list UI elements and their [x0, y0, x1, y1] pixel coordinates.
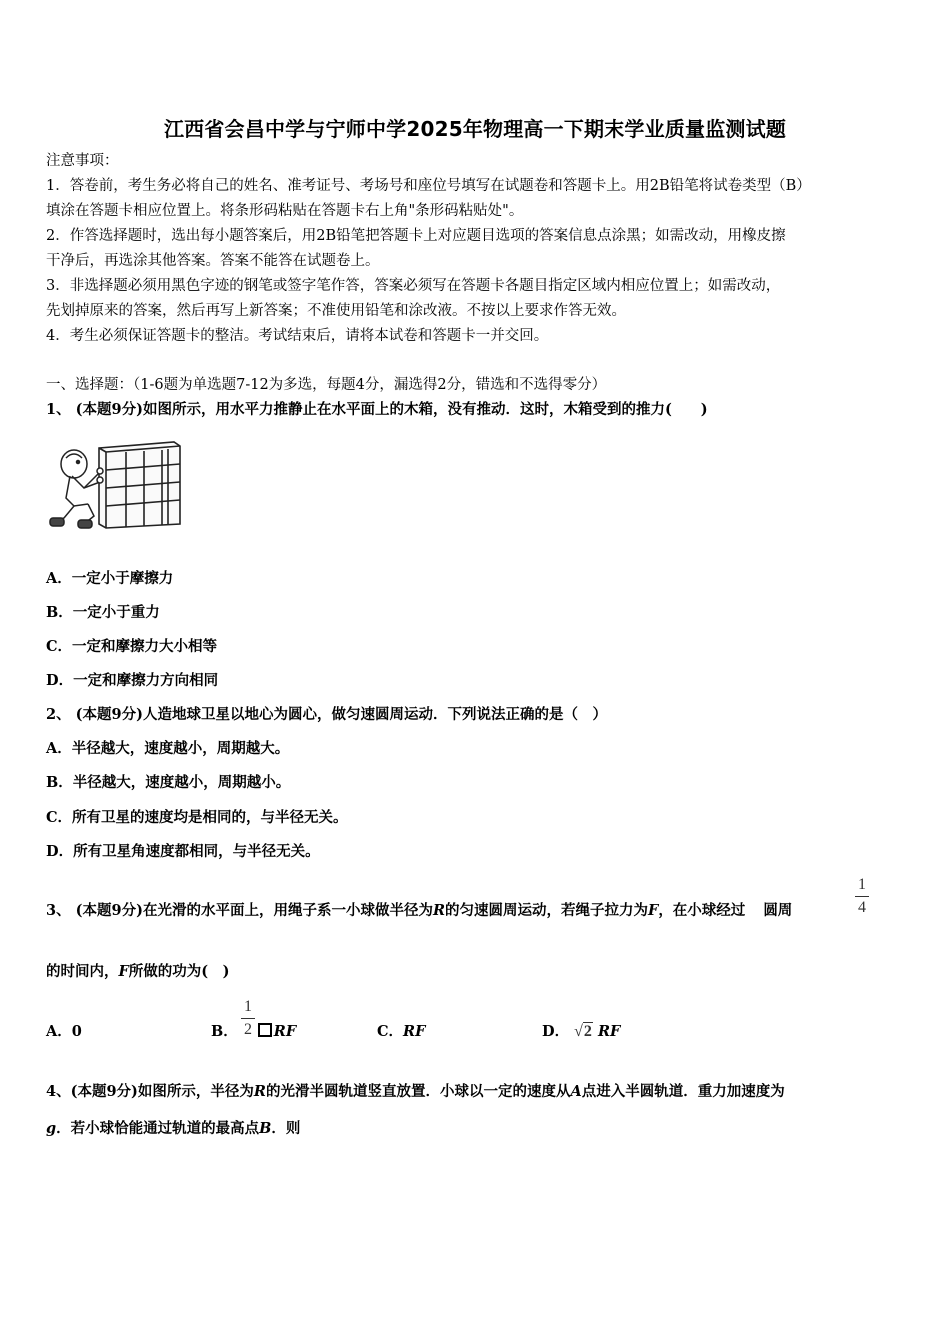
symbol-R: R — [253, 1083, 266, 1100]
question-4-text: 的光滑半圆轨道竖直放置．小球以一定的速度从 — [265, 1083, 571, 1100]
radicand: 2 — [583, 1023, 592, 1040]
notice-line: 3．非选择题必须用黑色字迹的钢笔或签字笔作答，答案必须写在答题卡各题目指定区域内相应位置上；如需改动， — [46, 278, 781, 294]
question-4-stem-continued — [46, 1119, 300, 1139]
question-1-option: B．一定小于重力 — [46, 604, 160, 621]
question-4-text: 4、(本题9分)如图所示，半径为 — [46, 1083, 254, 1100]
notice-line: 2．作答选择题时，选出每小题答案后，用2B铅笔把答题卡上对应题目选项的答案信息点涂黑；如需改动，用橡皮擦 — [46, 228, 786, 244]
notice-line: 干净后，再选涂其他答案。答案不能答在试题卷上。 — [46, 253, 380, 269]
question-3-text: 3、 (本题9分)在光滑的水平面上，用绳子系一小球做半径为 — [46, 902, 433, 919]
page-title: 江西省会昌中学与宁师中学2025年物理高一下期末学业质量监测试题 — [163, 117, 787, 141]
notice-line: 填涂在答题卡相应位置上。将条形码粘贴在答题卡右上角"条形码粘贴处"。 — [46, 203, 524, 219]
option-value: RF — [597, 1023, 621, 1040]
symbol-F: F — [648, 902, 659, 919]
question-2-option: C．所有卫星的速度均是相同的，与半径无关。 — [46, 809, 348, 826]
question-3-text: 的匀速圆周运动，若绳子拉力为 — [445, 902, 649, 919]
question-4-text: ．则 — [271, 1120, 301, 1137]
square-glyph-icon — [258, 1023, 272, 1037]
option-value: RF — [273, 1023, 297, 1040]
question-3-text: ，在小球经过 — [658, 902, 746, 919]
question-3-stem — [46, 901, 792, 921]
option-value: RF — [403, 1023, 426, 1040]
option-label: C． — [377, 1023, 404, 1040]
section-heading: 一、选择题：（1-6题为单选题7-12为多选，每题4分，漏选得2分，错选和不选得零分） — [46, 377, 607, 393]
pushing-box-illustration — [44, 436, 184, 532]
option-label: B． — [211, 1023, 238, 1040]
fraction-denominator: 2 — [244, 1021, 252, 1038]
symbol-R: R — [432, 902, 446, 919]
fraction-one-quarter — [855, 876, 869, 917]
question-3-option-d — [542, 1022, 620, 1042]
notice-line: 先划掉原来的答案，然后再写上新答案；不准使用铅笔和涂改液。不按以上要求作答无效。 — [46, 303, 626, 319]
fraction-one-half — [241, 998, 255, 1039]
option-label: D． — [542, 1023, 570, 1040]
question-3-text: 的时间内， — [46, 963, 119, 980]
question-1-option: D．一定和摩擦力方向相同 — [46, 672, 219, 689]
question-2-option: B．半径越大，速度越小，周期越小。 — [46, 774, 291, 791]
question-3-text: 圆周 — [763, 902, 793, 919]
question-1-option: A．一定小于摩擦力 — [46, 570, 174, 587]
question-2-option: A．半径越大，速度越小，周期越大。 — [46, 740, 290, 757]
question-2-option: D．所有卫星角速度都相同，与半径无关。 — [46, 843, 320, 860]
option-label: A． — [46, 1023, 72, 1040]
fraction-denominator: 4 — [858, 899, 866, 916]
question-1-option: C．一定和摩擦力大小相等 — [46, 638, 218, 655]
square-root: √2 — [574, 1023, 592, 1040]
notice-line: 4．考生必须保证答题卡的整洁。考试结束后，请将本试卷和答题卡一并交回。 — [46, 328, 549, 344]
symbol-A: A — [570, 1083, 582, 1100]
question-1-stem: 1、 (本题9分)如图所示，用水平力推静止在水平面上的木箱，没有推动．这时，木箱受到的推力( ) — [46, 401, 708, 418]
notice-line: 1．答卷前，考生务必将自己的姓名、准考证号、考场号和座位号填写在试题卷和答题卡上。用2B铅笔将试卷类型（B） — [46, 178, 811, 194]
notice-heading: 注意事项： — [46, 153, 119, 169]
question-2-stem: 2、 (本题9分)人造地球卫星以地心为圆心，做匀速圆周运动．下列说法正确的是（ ） — [46, 706, 607, 723]
symbol-F: F — [118, 963, 129, 980]
option-value: 0 — [71, 1023, 82, 1040]
question-3-option-c — [377, 1022, 425, 1042]
fraction-numerator: 1 — [244, 998, 252, 1015]
symbol-g: g — [46, 1120, 57, 1137]
question-3-stem-continued — [46, 962, 230, 982]
question-4-text: ．若小球恰能通过轨道的最高点 — [56, 1120, 260, 1137]
question-4-text: 点进入半圆轨道．重力加速度为 — [581, 1083, 785, 1100]
question-3-option-a — [46, 1022, 82, 1042]
question-4-stem — [46, 1082, 785, 1102]
symbol-B: B — [259, 1120, 272, 1137]
question-3-text: 所做的功为( ) — [128, 963, 230, 980]
fraction-numerator: 1 — [858, 876, 866, 893]
